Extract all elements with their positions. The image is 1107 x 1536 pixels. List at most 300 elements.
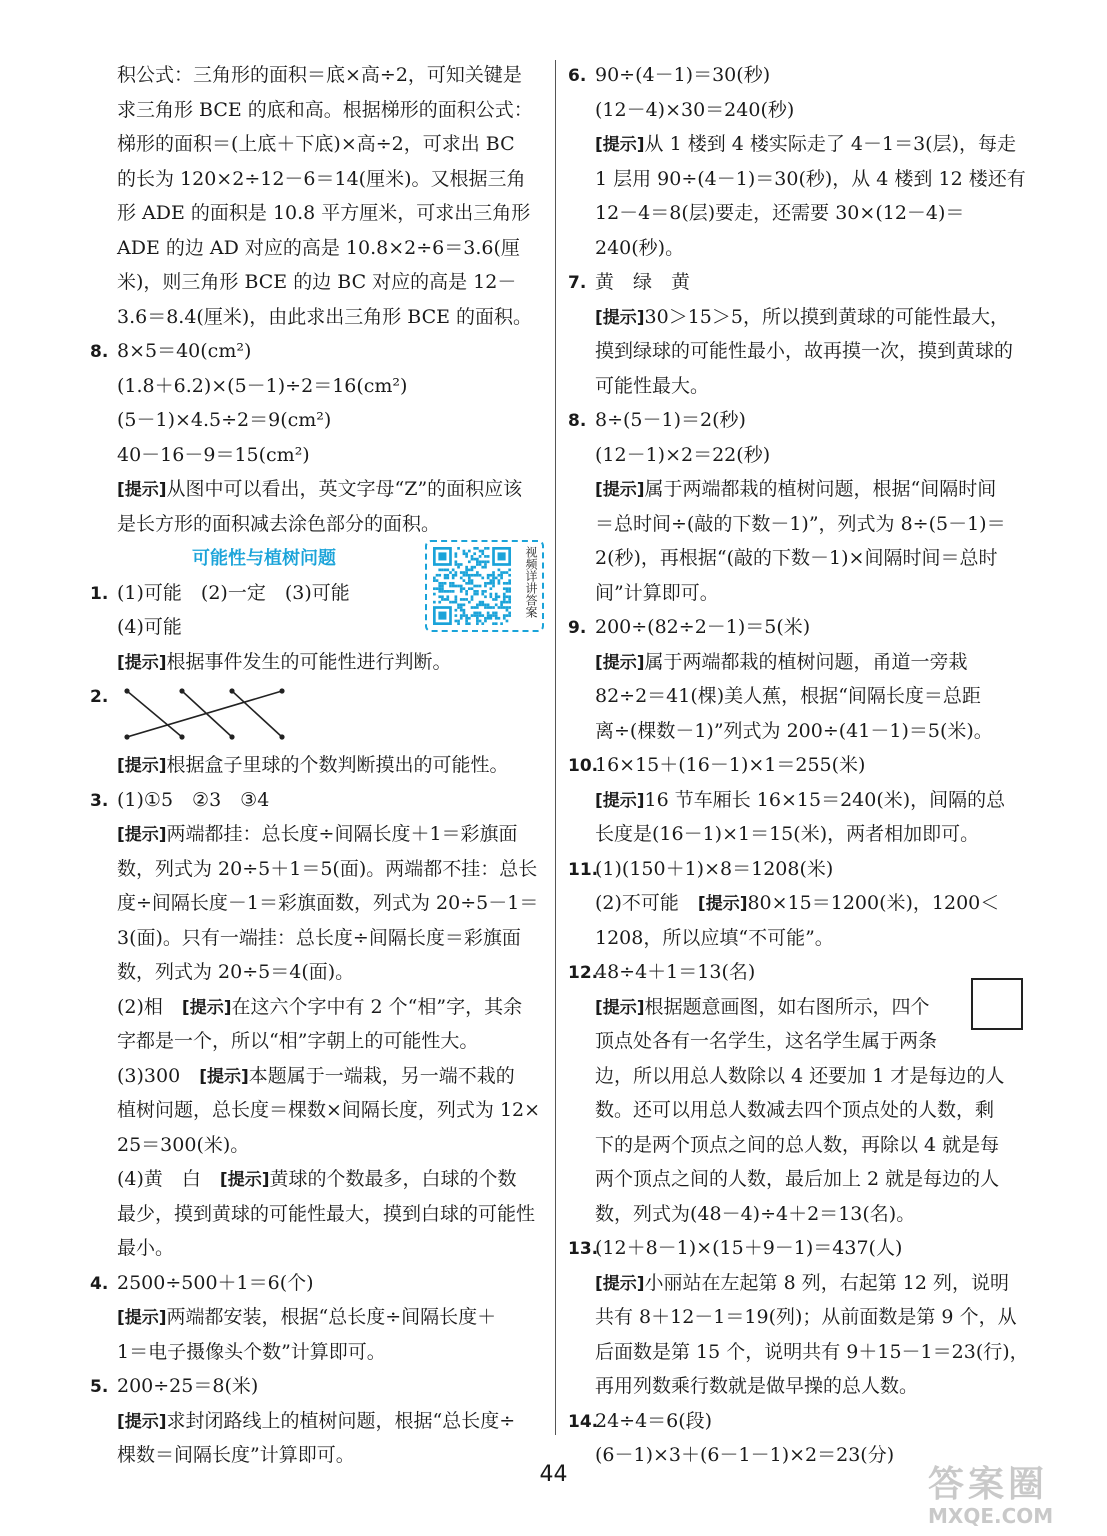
line-text: 棵数＝间隔长度”计算即可。 [117,1444,355,1466]
matching-dot [229,734,234,739]
qr-module [438,587,441,590]
qr-module [455,574,458,577]
line-text: (6－1)×3＋(6－1－1)×2＝23(分) [595,1444,895,1466]
qr-module [438,569,441,572]
qr-module [481,566,484,569]
section-title-text: 可能性与植树问题 [192,548,336,569]
qr-module [503,593,506,596]
question-number: 8. [568,411,587,431]
qr-module [495,598,498,601]
question-number: 11. [568,859,599,880]
qr-module [506,582,509,585]
answer-line [90,1335,545,1370]
qr-module [489,617,492,620]
line-text: 黄 绿 黄 [595,271,691,293]
qr-module [460,590,463,593]
answer-line [90,1197,545,1232]
question-line [568,748,1028,783]
answer-line [568,127,1028,162]
qr-module [492,612,495,615]
qr-module [457,566,460,569]
qr-module [436,579,439,582]
qr-module [484,606,487,609]
qr-module [452,590,455,593]
hint-label: [提示] [117,652,167,673]
line-text: 黄球的个数最多，白球的个数 [269,1168,517,1190]
matching-dot [124,688,129,693]
line-text: 40－16－9＝15(cm²) [117,443,310,466]
line-text: 两端都安装，根据“总长度÷间隔长度＋ [166,1306,497,1328]
answer-line [90,1128,545,1163]
qr-module [489,593,492,596]
page-number: 44 [539,1462,568,1487]
line-text: 长度是(16－1)×1＝15(米)，两者相加即可。 [595,823,980,845]
qr-module [484,617,487,620]
qr-module [438,595,441,598]
qr-module [489,574,492,577]
right-column [568,58,1028,1473]
qr-module [465,582,468,585]
qr-module [444,590,447,593]
qr-module [471,574,474,577]
qr-module [471,595,474,598]
answer-line [568,990,1028,1025]
qr-module [473,593,476,596]
qr-module [481,603,484,606]
qr-module [436,574,439,577]
qr-module [484,595,487,598]
answer-line [568,162,1028,197]
qr-module [506,606,509,609]
qr-module [455,571,458,574]
qr-module [500,571,503,574]
qr-module [465,598,468,601]
line-text: (1.8＋6.2)×(5－1)÷2＝16(cm²) [117,374,408,397]
qr-module [471,582,474,585]
answer-line [568,334,1028,369]
hint-label: [提示] [199,1066,249,1087]
qr-module [465,620,468,623]
qr-module [487,560,490,563]
answer-line [568,1093,1028,1128]
qr-module [463,614,466,617]
qr-module [463,612,466,615]
qr-module [438,612,446,620]
qr-module [506,587,509,590]
qr-module [503,595,506,598]
qr-module [481,601,484,604]
qr-module [471,579,474,582]
qr-module [492,614,495,617]
answer-line [568,1266,1028,1301]
qr-module [455,552,458,555]
line-text: 字都是一个，所以“相”字朝上的可能性大。 [117,1030,479,1052]
qr-module [500,577,503,580]
line-text: 后面数是第 15 个，说明共有 9＋15－1＝23(行)， [595,1340,1029,1363]
qr-module [492,574,495,577]
qr-module [446,574,449,577]
answer-prefix: (4)黄 白 [117,1168,220,1190]
hint-label: [提示] [117,756,167,776]
qr-module [473,612,476,615]
answer-line [90,817,545,852]
qr-module [471,566,474,569]
qr-module [444,598,447,601]
line-text: 再用列数乘行数就是做早操的总人数。 [595,1375,919,1397]
qr-module [433,577,436,580]
qr-module [479,574,482,577]
qr-module [495,617,498,620]
answer-line [90,1404,545,1439]
qr-module [444,574,447,577]
qr-module [468,617,471,620]
qr-module [455,609,458,612]
qr-module [484,603,487,606]
qr-module [503,587,506,590]
answer-prefix: (2)不可能 [595,892,698,914]
line-text: 82÷2＝41(棵)美人蕉，根据“间隔长度＝总距 [595,685,981,707]
qr-module [452,569,455,572]
hint-label: [提示] [595,1273,645,1294]
qr-module [473,547,476,550]
question-number: 2. [90,687,109,707]
answer-line [90,1300,545,1335]
qr-module [481,552,484,555]
qr-module [476,612,479,615]
column-divider [555,60,556,1435]
line-text: 积公式：三角形的面积＝底×高÷2，可知关键是 [117,64,522,86]
line-text: 是长方形的面积减去涂色部分的面积。 [117,512,441,535]
answer-line [90,369,545,404]
answer-line [90,955,545,990]
qr-module [465,552,468,555]
qr-module [495,614,498,617]
question-number: 8. [90,342,109,362]
qr-module [498,552,506,560]
question-line [568,610,1028,645]
qr-module [506,595,509,598]
qr-module [449,590,452,593]
qr-module [444,577,447,580]
qr-module [489,582,492,585]
qr-module [498,579,501,582]
line-text: 根据盒子里球的个数判断摸出的可能性。 [166,754,509,776]
qr-module [441,598,444,601]
hint-label: [提示] [697,894,748,914]
qr-module [471,569,474,572]
qr-module [460,598,463,601]
qr-module [468,569,471,572]
line-text: 的长为 120×2÷12－6＝14(厘米)。又根据三角 [117,167,526,190]
question-number: 6. [568,66,587,86]
qr-module [508,574,511,577]
qr-module [481,560,484,563]
line-text: (1)可能 (2)一定 (3)可能 [117,581,350,604]
qr-module [489,614,492,617]
qr-module [476,571,479,574]
qr-module [495,612,498,615]
line-text: 8×5＝40(cm²) [117,340,252,362]
line-text: 属于两端都栽的植树问题，甬道一旁栽 [644,650,968,673]
qr-module [484,555,487,558]
qr-module [506,620,509,623]
answer-line [568,1162,1028,1197]
qr-module [489,595,492,598]
hint-label: [提示] [595,790,645,811]
question-number: 10. [568,756,599,776]
qr-module [460,603,463,606]
left-column [90,58,545,1473]
qr-module [473,614,476,617]
qr-module [506,609,509,612]
square-figure [971,978,1023,1030]
qr-module [463,574,466,577]
qr-module [503,598,506,601]
answer-line [568,93,1028,128]
answer-line [90,472,545,507]
qr-module [441,587,444,590]
line-text: 属于两端都栽的植树问题，根据“间隔时间 [644,478,997,500]
line-text: 16 节车厢长 16×15＝240(米)，间隔的总 [644,788,1006,811]
matching-dot [179,688,184,693]
qr-label: 视频详讲答案 [524,546,538,618]
qr-module [441,585,444,588]
qr-module [465,590,468,593]
hint-label: [提示] [117,1308,167,1328]
qr-module [444,569,447,572]
qr-module [487,547,490,550]
qr-module [508,569,511,572]
answer-line [90,1231,545,1266]
qr-module [508,595,511,598]
line-text: 200÷25＝8(米) [117,1375,259,1397]
answer-line [568,1197,1028,1232]
qr-module [498,617,501,620]
qr-module [471,614,474,617]
answer-line [90,748,545,783]
matching-dot [279,734,284,739]
line-text: 可能性最大。 [595,374,710,397]
qr-code-box[interactable] [425,540,544,632]
qr-module [479,563,482,566]
line-text: 两个顶点之间的人数，最后加上 2 就是每边的人 [595,1168,1000,1190]
qr-module [508,612,511,615]
qr-module [473,585,476,588]
qr-module [446,598,449,601]
answer-line [568,921,1028,956]
qr-module [492,598,495,601]
question-number: 4. [90,1273,109,1294]
qr-module [460,609,463,612]
qr-module [476,558,479,561]
question-line [568,955,1028,990]
hint-label: [提示] [595,997,645,1018]
qr-module [484,563,487,566]
qr-module [446,569,449,572]
qr-module [476,593,479,596]
qr-module [465,571,468,574]
qr-module [500,622,503,625]
line-text: 240(秒)。 [595,236,685,259]
qr-module [484,585,487,588]
qr-module [438,552,446,560]
qr-module [455,598,458,601]
qr-module [473,590,476,593]
line-text: 根据事件发生的可能性进行判断。 [166,650,452,673]
answer-line [90,231,545,266]
qr-module [463,587,466,590]
line-text: 最小。 [117,1237,175,1259]
qr-module [449,571,452,574]
answer-line [568,472,1028,507]
question-line [568,403,1028,438]
qr-module [489,606,492,609]
line-text: 最少，摸到黄球的可能性最大，摸到白球的可能性 [117,1202,536,1225]
line-text: 求封闭路线上的植树问题，根据“总长度÷ [166,1409,516,1432]
qr-module [446,577,449,580]
line-text: 1208，所以应填“不可能”。 [595,926,834,949]
qr-module [476,617,479,620]
line-text: 数，列式为 20÷5＋1＝5(面)。两端都不挂：总长 [117,857,538,880]
qr-module [452,577,455,580]
qr-module [465,566,468,569]
line-text: 1 层用 90÷(4－1)＝30(秒)，从 4 楼到 12 楼还有 [595,167,1026,190]
qr-module [468,560,471,563]
qr-module [500,601,503,604]
qr-module [476,563,479,566]
line-text: 两端都挂：总长度÷间隔长度＋1＝彩旗面 [166,823,518,845]
line-text: 16×15＋(16－1)×1＝255(米) [595,754,866,776]
qr-module [468,577,471,580]
qr-code-icon[interactable] [433,547,511,625]
answer-line [90,58,545,93]
qr-module [484,590,487,593]
qr-module [457,603,460,606]
qr-module [460,617,463,620]
qr-module [473,574,476,577]
qr-module [503,617,506,620]
answer-line [90,265,545,300]
line-text: 80×15＝1200(米)，1200＜ [747,892,1000,914]
qr-module [449,582,452,585]
qr-module [473,566,476,569]
question-line [90,1369,545,1404]
qr-module [495,595,498,598]
qr-module [495,622,498,625]
matching-line [127,691,182,737]
qr-module [476,622,479,625]
matching-lines-figure [117,683,287,743]
watermark-logo: 答案圈 [928,1464,1049,1505]
qr-module [471,606,474,609]
qr-module [484,620,487,623]
qr-module [457,563,460,566]
qr-module [479,614,482,617]
line-text: 在这六个字中有 2 个“相”字，其余 [231,995,523,1018]
answer-line [568,507,1028,542]
answer-line [568,196,1028,231]
line-text: 小丽站在左起第 8 列，右起第 12 列，说明 [644,1271,1009,1294]
qr-module [471,598,474,601]
qr-module [463,550,466,553]
answer-prefix: (3)300 [117,1064,200,1087]
line-text: (4)可能 [117,616,182,638]
qr-module [492,606,495,609]
qr-module [463,579,466,582]
hint-label: [提示] [595,480,645,500]
qr-module [441,582,444,585]
qr-module [436,587,439,590]
answer-line [568,1024,1028,1059]
answer-line [90,1024,545,1059]
qr-module [506,601,509,604]
line-text: 边，所以用总人数除以 4 还要加 1 才是每边的人 [595,1064,1005,1087]
qr-module [487,577,490,580]
qr-module [506,590,509,593]
line-text: 摸到绿球的可能性最小，故再摸一次，摸到黄球的 [595,340,1014,362]
qr-module [465,617,468,620]
answer-line [90,852,545,887]
qr-module [489,587,492,590]
qr-module [438,601,441,604]
line-text: 90÷(4－1)＝30(秒) [595,64,771,86]
qr-module [433,593,436,596]
matching-dot [179,734,184,739]
qr-module [492,579,495,582]
qr-module [465,622,468,625]
qr-module [433,579,436,582]
line-text: 2(秒)，再根据“(敲的下数－1)×间隔时间＝总时 [595,547,998,569]
qr-module [460,571,463,574]
qr-module [460,563,463,566]
qr-module [455,595,458,598]
qr-module [468,550,471,553]
answer-line [90,921,545,956]
qr-module [508,579,511,582]
answer-line [90,93,545,128]
qr-module [487,606,490,609]
qr-module [471,555,474,558]
qr-module [487,582,490,585]
qr-module [476,574,479,577]
line-text: 从图中可以看出，英文字母“Z”的面积应该 [166,478,523,500]
qr-module [487,574,490,577]
line-text: 度÷间隔长度－1＝彩旗面数，列式为 20÷5－1＝ [117,892,539,914]
qr-module [476,620,479,623]
line-text: 8÷(5－1)＝2(秒) [595,409,746,431]
qr-module [508,598,511,601]
answer-line [90,438,545,473]
hint-label: [提示] [595,307,645,328]
answer-line [90,1093,545,1128]
answer-line [90,1059,545,1094]
qr-module [460,585,463,588]
question-number: 12. [568,963,599,983]
qr-module [457,606,460,609]
qr-module [468,601,471,604]
qr-module [479,555,482,558]
qr-module [455,585,458,588]
line-text: 间”计算即可。 [595,581,719,604]
answer-line [568,369,1028,404]
qr-module [495,577,498,580]
answer-line [90,403,545,438]
hint-label: [提示] [117,480,167,500]
line-text: ADE 的边 AD 对应的高是 10.8×2÷6＝3.6(厘 [117,236,520,259]
matching-dot [229,688,234,693]
qr-module [481,577,484,580]
line-text: 根据题意画图，如右图所示，四个 [644,995,930,1018]
